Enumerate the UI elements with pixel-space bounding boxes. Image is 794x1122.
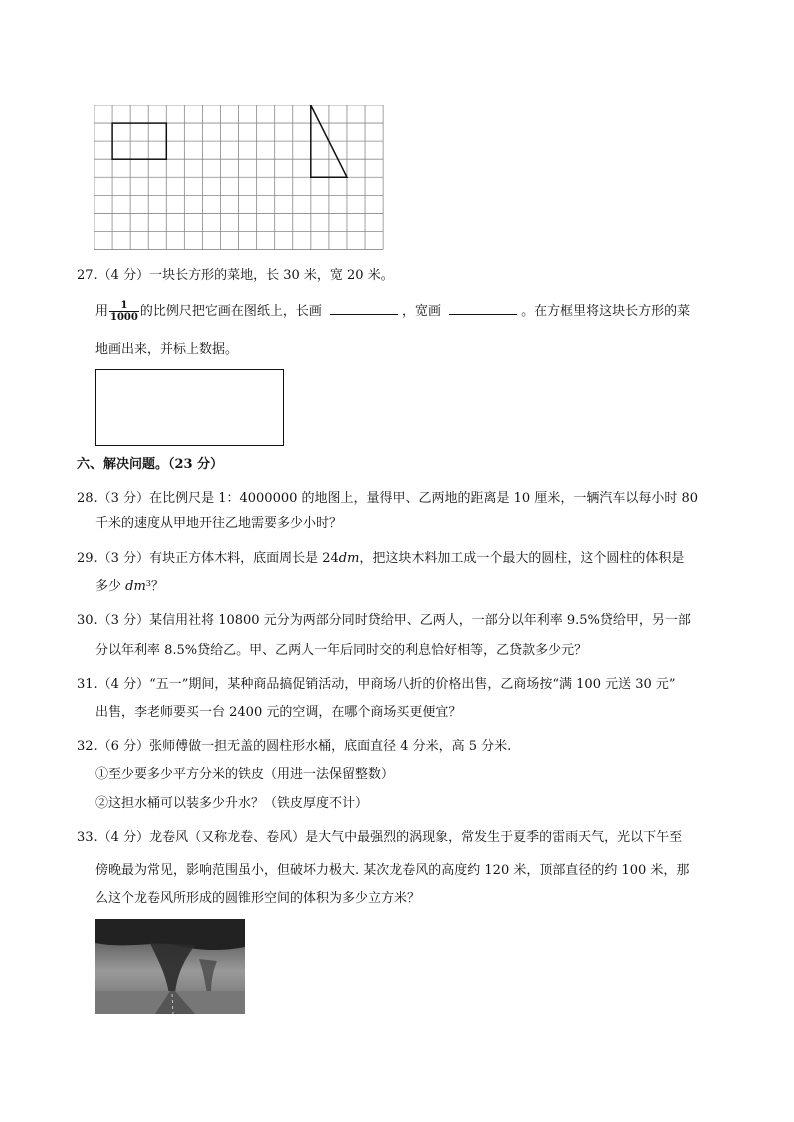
q31-line1: 31.（4 分）“五一”期间，某种商品搞促销活动，甲商场八折的价格出售，乙商场按“满 100 元送 30 元” [77, 677, 676, 692]
width-answer-blank[interactable] [449, 301, 517, 315]
q29-line2-text: 多少 [95, 579, 126, 594]
tornado-photo [95, 919, 245, 1014]
section-title: 六、解决问题。（23 分） [77, 457, 224, 472]
scale-numerator: 1 [109, 300, 139, 312]
scale-fraction [109, 300, 139, 323]
q33-line2: 傍晚最为常见，影响范围虽小，但破坏力极大. 某次龙卷风的高度约 120 米，顶部直径的约 100 米，那 [95, 863, 690, 878]
scale-denominator: 1000 [110, 312, 138, 323]
q33-line3: 么这个龙卷风所形成的圆锥形空间的体积为多少立方米？ [95, 891, 421, 906]
q29-text-b: ，把这块木料加工成一个最大的圆柱，这个圆柱的体积是 [359, 551, 685, 566]
q28-line1: 28.（3 分）在比例尺是 1：4000000 的地图上，量得甲、乙两地的距离是 10 厘米，一辆汽车以每小时 80 [77, 491, 698, 506]
q27-text: 27.（4 分）一块长方形的菜地，长 30 米，宽 20 米。 [77, 268, 394, 283]
q29-line2 [95, 577, 164, 597]
q30-line2: 分以年利率 8.5%贷给乙。甲、乙两人一年后同时交的利息恰好相等，乙贷款多少元？ [95, 643, 588, 658]
drawing-answer-box[interactable] [95, 369, 284, 446]
q27-mid: 的比例尺把它画在图纸上，长画 [139, 304, 322, 319]
q29-superscript: 3 [145, 579, 151, 588]
q29-line1 [77, 549, 684, 569]
q32-sub2: ②这担水桶可以装多少升水？（铁皮厚度不计） [95, 796, 369, 811]
q31-line2: 出售，李老师要买一台 2400 元的空调，在哪个商场买更便宜？ [95, 705, 462, 720]
q28-line2: 千米的速度从甲地开往乙地需要多少小时？ [95, 516, 343, 531]
q33-line1: 33.（4 分）龙卷风（又称龙卷、卷风）是大气中最强烈的涡现象，常发生于夏季的雷雨天气，光以下午至 [77, 830, 683, 845]
q29-unit: dm [338, 551, 360, 566]
q27-sep: ，宽画 [402, 304, 442, 319]
q27-suffix: 。在方框里将这块长方形的菜 [521, 304, 691, 319]
q27-line2 [95, 300, 690, 323]
q30-line1: 30.（3 分）某信用社将 10800 元分为两部分同时贷给甲、乙两人，一部分以年利率 9.5%贷给甲，另一部 [77, 613, 691, 628]
q29-unit-2: dm [125, 579, 146, 594]
q32-sub1: ①至少要多少平方分米的铁皮（用进一法保留整数） [95, 767, 395, 782]
grid-figure [94, 105, 388, 253]
q29-text-a: 29.（3 分）有块正方体木料，底面周长是 24 [77, 551, 339, 566]
length-answer-blank[interactable] [330, 301, 398, 315]
q27-prefix: 用 [95, 304, 109, 319]
q32-line1: 32.（6 分）张师傅做一担无盖的圆柱形水桶，底面直径 4 分米，高 5 分米. [77, 739, 512, 754]
q29-question-mark: ？ [150, 579, 164, 594]
q27-line3: 地画出来，并标上数据。 [95, 342, 239, 357]
